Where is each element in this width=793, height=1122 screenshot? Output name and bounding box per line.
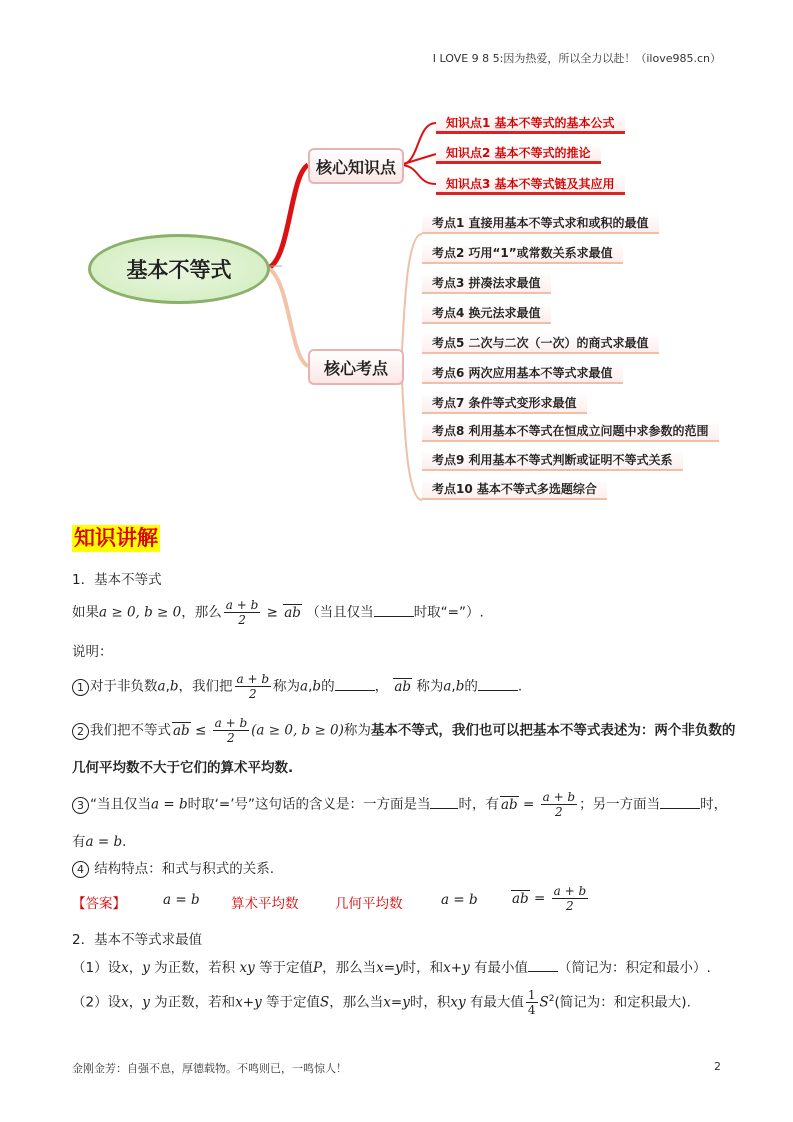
exam-point-item: 考点5 二次与二次（一次）的商式求最值 [422,332,659,354]
exam-point-item: 考点4 换元法求最值 [422,302,551,324]
s1-heading: 1．基本不等式 [72,572,162,588]
knowledge-item: 知识点2 基本不等式的推论 [436,142,601,164]
s1-statement: 如果a ≥ 0, b ≥ 0，那么 $\frac{a + b}{2}$ ≥ ab （当且仅当 时取“=”）. [72,598,484,627]
s2-heading: 2．基本不等式求最值 [72,932,203,948]
point-1: 1 对于非负数a,b，我们把 $\frac{a + b}{2}$ 称为a,b的 ， ab 称为a,b的 . [72,672,522,701]
page-header: I LOVE 9 8 5:因为热爱，所以全力以赴！（ilove985.cn） [432,52,721,65]
knowledge-item: 知识点3 基本不等式链及其应用 [436,173,625,195]
answer-1: a = b [163,892,200,908]
answer-5: ab = $\frac{a + b}{2}$ [512,884,587,913]
exam-point-item: 考点3 拼凑法求最值 [422,272,551,294]
s2-item-1: （1）设x，y 为正数，若积 xy 等于定值P，那么当x=y时，和x+y 有最小值 （简记为：积定和最小）. [72,960,711,976]
branch-core-knowledge: 核心知识点 [308,148,404,184]
point-2: 2 我们把不等式 ab ≤ $\frac{a + b}{2}$ (a ≥ 0, b ≥ 0)称为基本不等式，我们也可以把基本不等式表述为：两个非负数的 [72,716,735,745]
branch-core-exam-points: 核心考点 [308,349,404,385]
knowledge-item: 知识点1 基本不等式的基本公式 [436,112,625,134]
page-number: 2 [714,1060,721,1073]
mindmap-root: 基本不等式 [88,234,270,304]
exam-point-item: 考点7 条件等式变形求最值 [422,392,587,414]
point-4: 4 结构特点：和式与积式的关系. [72,857,274,878]
answer-3: 几何平均数 [335,896,403,912]
exam-point-item: 考点2 巧用“1”或常数关系求最值 [422,242,623,264]
point-2-cont: 几何平均数不大于它们的算术平均数. [72,760,294,776]
exam-point-item: 考点8 利用基本不等式在恒成立问题中求参数的范围 [422,420,719,442]
footer-motto: 金刚金芳：自强不息，厚德载物。不鸣则已，一鸣惊人！ [72,1062,347,1075]
section-title: 知识讲解 [74,526,158,550]
point-3-cont: 有a = b. [72,834,127,850]
explain-label: 说明： [72,644,113,660]
s2-item-2: （2）设x，y 为正数，若和x+y 等于定值S，那么当x=y时，积xy 有最大值 $\frac{1}{4}$ $S^2$(简记为：和定积最大). [72,988,691,1017]
answer-4: a = b [441,892,478,908]
answer-2: 算术平均数 [231,896,299,912]
point-3: 3 “当且仅当a = b时取‘=’号”这句话的含义是：一方面是当 时，有 ab = $\frac{a + b}{2}$ ；另一方面当 时， [72,790,727,819]
exam-point-item: 考点9 利用基本不等式判断或证明不等式关系 [422,449,683,471]
exam-point-item: 考点6 两次应用基本不等式求最值 [422,362,623,384]
answer-label: 【答案】 [72,896,126,912]
exam-point-item: 考点10 基本不等式多选题综合 [422,478,607,500]
exam-point-item: 考点1 直接用基本不等式求和或积的最值 [422,212,659,234]
